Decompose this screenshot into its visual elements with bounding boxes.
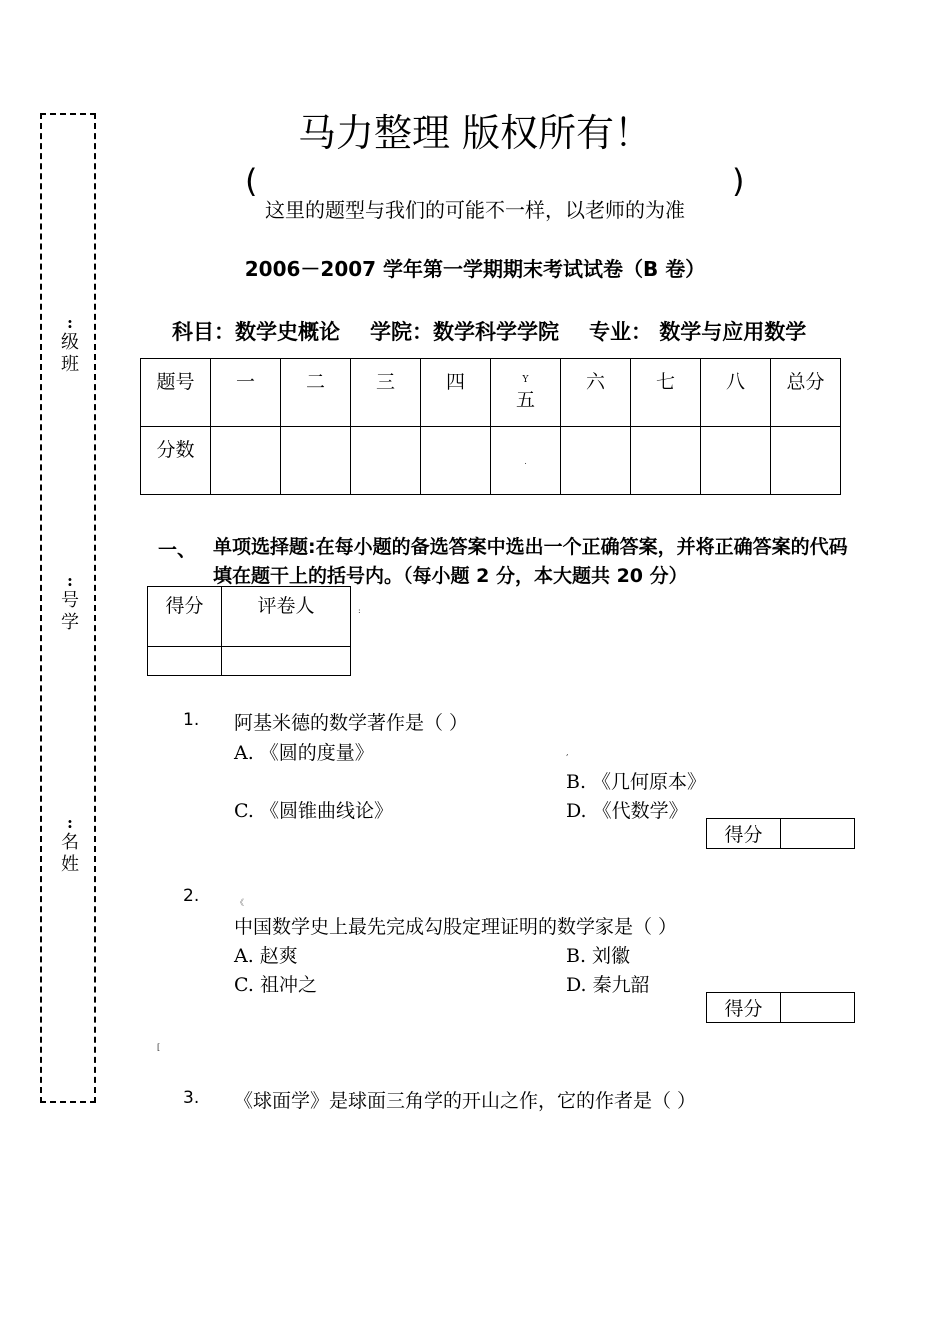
score-cell[interactable] — [281, 427, 351, 495]
stray-mark: 《 — [236, 898, 244, 907]
grader-person-cell[interactable] — [222, 647, 351, 676]
score-box-cell[interactable] — [781, 819, 855, 849]
score-box — [706, 992, 855, 1023]
grader-person-header: 评卷人 — [222, 587, 351, 647]
paren-left: ( — [245, 162, 258, 200]
score-box-label: 得分 — [707, 819, 781, 849]
student-id-label: : 号学 — [61, 571, 79, 633]
stray-mark: : — [358, 606, 361, 615]
option-d: D. 秦九韶 — [566, 974, 650, 996]
stray-mark: [ — [157, 1043, 161, 1052]
note-text: 这里的题型与我们的可能不一样，以老师的为准 — [265, 198, 685, 222]
col-header-total: 总分 — [771, 359, 841, 427]
option-b: B. 刘徽 — [566, 945, 631, 967]
row-header-cell: 题号 — [141, 359, 211, 427]
exam-info — [172, 316, 806, 346]
col-header-3: 三 — [351, 359, 421, 427]
col-header-2: 二 — [281, 359, 351, 427]
col-header-1: 一 — [211, 359, 281, 427]
table-row — [148, 587, 351, 647]
score-cell[interactable] — [701, 427, 771, 495]
col-header-8: 八 — [701, 359, 771, 427]
class-label: : 级班 — [61, 313, 79, 375]
col-header-5 — [491, 359, 561, 427]
page-title: 马力整理 版权所有！ — [297, 111, 653, 155]
grader-table — [147, 586, 351, 676]
option-b: B. 《几何原本》 — [566, 771, 707, 793]
option-d: D. 《代数学》 — [566, 800, 688, 822]
question-text: 《球面学》是球面三角学的开山之作，它的作者是（ ） — [234, 1090, 697, 1112]
option-a: A. 赵爽 — [234, 945, 298, 967]
college-text: 学院：数学科学学院 — [370, 320, 559, 344]
table-row — [707, 819, 855, 849]
exam-title: 2006－2007 学年第一学期期末考试试卷（B 卷） — [244, 257, 706, 281]
table-row — [707, 993, 855, 1023]
option-c: C. 祖冲之 — [234, 974, 317, 996]
col-header-4: 四 — [421, 359, 491, 427]
section-instructions: 单项选择题:在每小题的备选答案中选出一个正确答案，并将正确答案的代码填在题干上的括号内。（每小题 2 分，本大题共 20 分） — [213, 536, 848, 587]
col-header-7: 七 — [631, 359, 701, 427]
col-header-5-label: 五 — [515, 389, 535, 411]
score-box-cell[interactable] — [781, 993, 855, 1023]
paren-right: ) — [732, 162, 745, 200]
score-cell[interactable] — [421, 427, 491, 495]
grader-score-header: 得分 — [148, 587, 222, 647]
score-box — [706, 818, 855, 849]
score-cell[interactable] — [561, 427, 631, 495]
table-row — [141, 359, 841, 427]
stray-mark: , — [566, 748, 569, 757]
stray-mark: Y — [522, 375, 529, 385]
score-cell[interactable] — [631, 427, 701, 495]
question-text: 中国数学史上最先完成勾股定理证明的数学家是（ ） — [234, 916, 678, 938]
grader-score-cell[interactable] — [148, 647, 222, 676]
subject-text: 科目：数学史概论 — [172, 320, 340, 344]
section-number: 一、 — [158, 539, 197, 561]
option-a: A. 《圆的度量》 — [234, 742, 374, 764]
option-c: C. 《圆锥曲线论》 — [234, 800, 393, 822]
name-label: : 名姓 — [61, 813, 79, 875]
score-cell[interactable] — [351, 427, 421, 495]
question-number: 3. — [183, 1088, 200, 1108]
table-row — [141, 427, 841, 495]
score-table — [140, 358, 841, 495]
score-box-label: 得分 — [707, 993, 781, 1023]
score-cell[interactable] — [211, 427, 281, 495]
col-header-6: 六 — [561, 359, 631, 427]
major-text: 专业： 数学与应用数学 — [589, 320, 807, 344]
score-cell[interactable] — [771, 427, 841, 495]
question-text: 阿基米德的数学著作是（ ） — [234, 712, 469, 734]
score-cell[interactable] — [491, 427, 561, 495]
table-row — [148, 647, 351, 676]
row-score-cell: 分数 — [141, 427, 211, 495]
stray-mark: . — [524, 457, 527, 466]
question-number: 1. — [183, 710, 200, 730]
question-number: 2. — [183, 886, 200, 906]
